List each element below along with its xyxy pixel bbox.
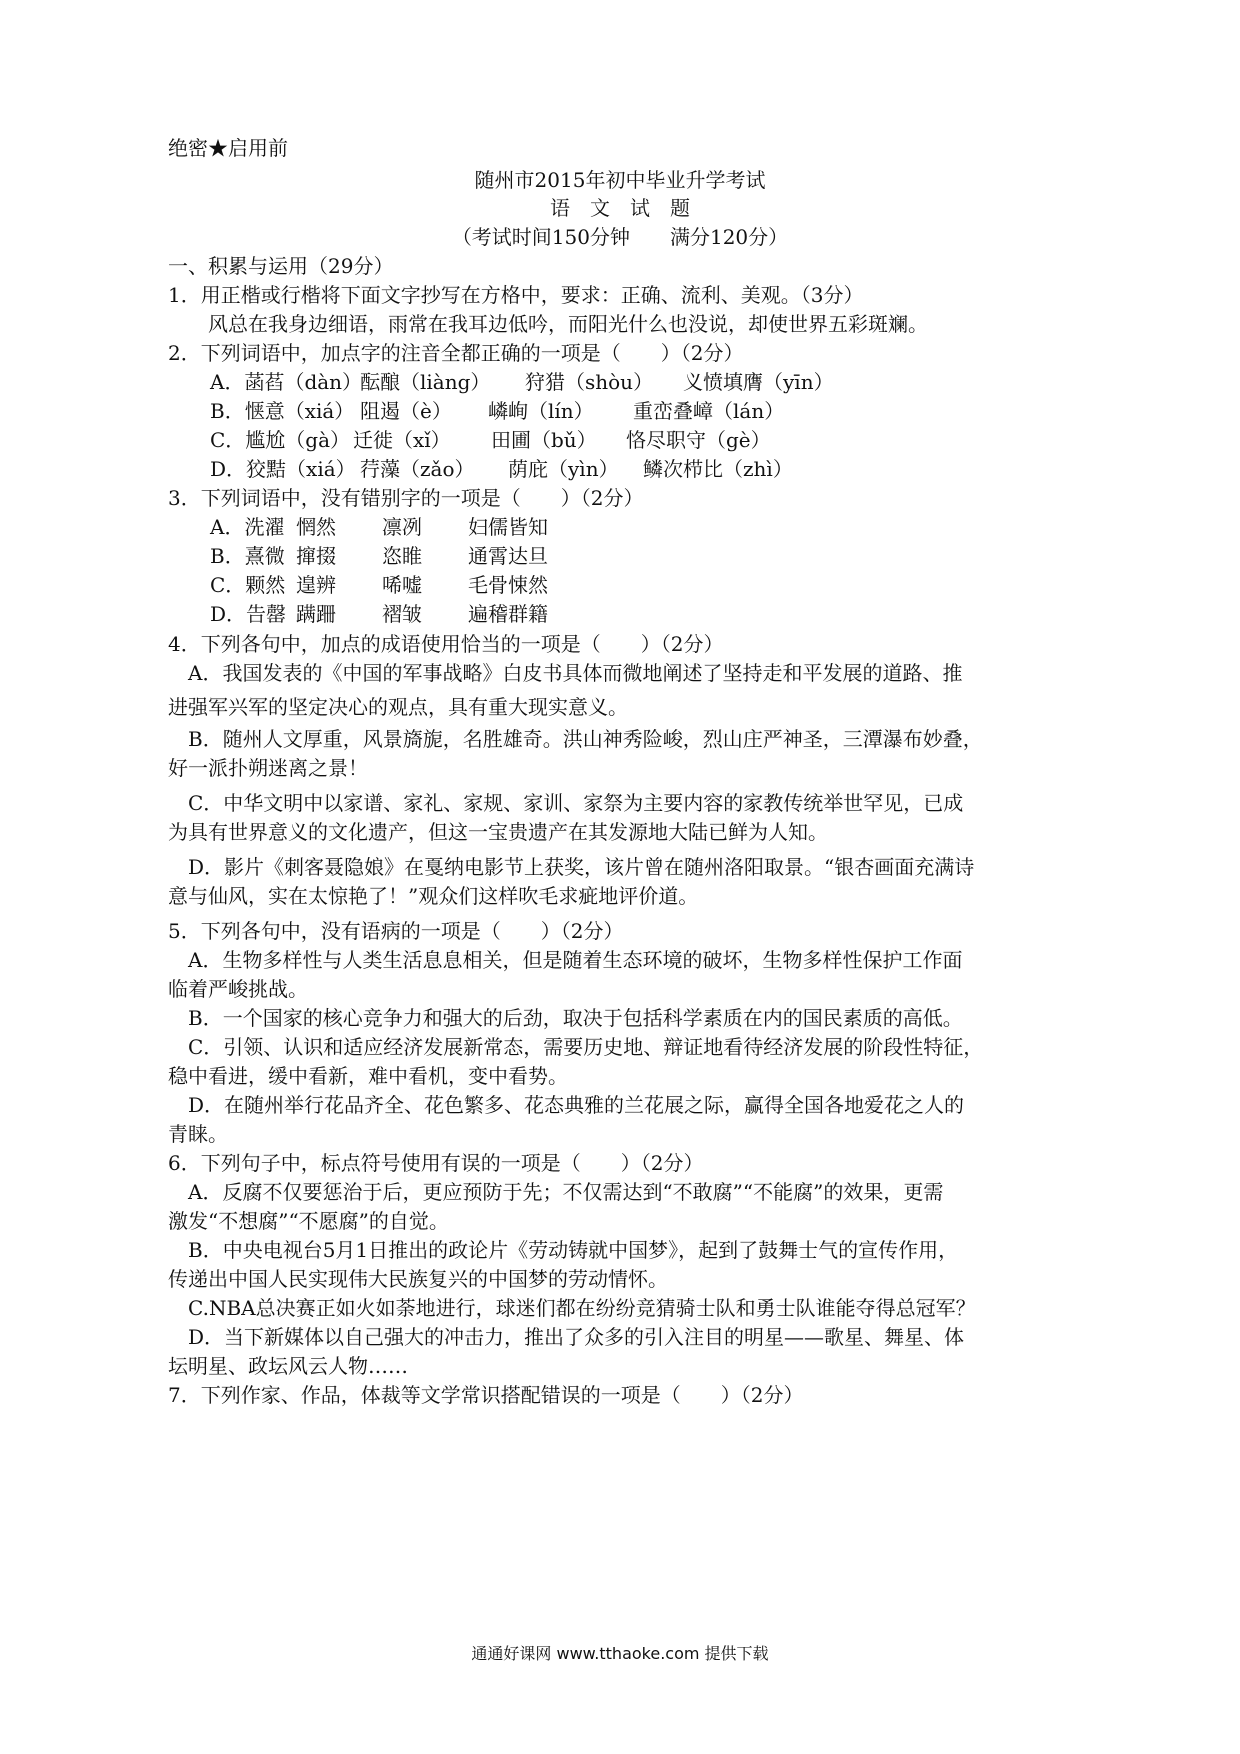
question-4-option-b-line2: 好一派扑朔迷离之景！ <box>168 756 368 780</box>
option-word: D．狡黠（xiá） <box>210 457 356 481</box>
question-5-option-d-line1: D．在随州举行花品齐全、花色繁多、花态典雅的兰花展之际，赢得全国各地爱花之人的 <box>188 1093 965 1117</box>
question-5-option-c-line1: C．引领、认识和适应经济发展新常态，需要历史地、辩证地看待经济发展的阶段性特征， <box>188 1035 984 1059</box>
question-4-option-c-line1: C．中华文明中以家谱、家礼、家规、家训、家祭为主要内容的家教传统举世罕见，已成 <box>188 791 964 815</box>
option-word: C．颗然 <box>210 573 286 597</box>
option-word: 田圃（bǔ） <box>491 428 597 452</box>
confidential-label: 绝密★启用前 <box>168 136 288 160</box>
option-word: 唏嘘 <box>382 573 422 597</box>
question-4-option-a-line1: A．我国发表的《中国的军事战略》白皮书具体而微地阐述了坚持走和平发展的道路、推 <box>188 661 963 685</box>
question-5-option-c-line2: 稳中看进，缓中看新，难中看机，变中看势。 <box>168 1064 568 1088</box>
question-4-option-d-line2: 意与仙风，实在太惊艳了！”观众们这样吹毛求疵地评价道。 <box>168 884 699 908</box>
question-6-option-a-line1: A．反腐不仅要惩治于后，更应预防于先；不仅需达到“不敢腐”“不能腐”的效果，更需 <box>188 1180 944 1204</box>
option-word: A．洗濯 <box>210 515 285 539</box>
option-word: C．尴尬（gà） <box>210 428 351 452</box>
question-4-option-a-line2: 进强军兴军的坚定决心的观点，具有重大现实意义。 <box>168 695 628 719</box>
question-1-text: 风总在我身边细语，雨常在我耳边低吟，而阳光什么也没说，却使世界五彩斑斓。 <box>208 312 928 336</box>
question-3-option-b <box>210 544 548 568</box>
option-word: B．惬意（xiá） <box>210 399 355 423</box>
question-6-option-d-line1: D．当下新媒体以自己强大的冲击力，推出了众多的引入注目的明星——歌星、舞星、体 <box>188 1325 965 1349</box>
question-6-stem: 6．下列句子中，标点符号使用有误的一项是（ ）（2分） <box>168 1151 704 1175</box>
question-5-option-d-line2: 青睐。 <box>168 1122 228 1146</box>
option-word: 妇儒皆知 <box>468 515 548 539</box>
question-5-option-a-line2: 临着严峻挑战。 <box>168 977 308 1001</box>
question-6-option-b-line2: 传递出中国人民实现伟大民族复兴的中国梦的劳动情怀。 <box>168 1267 668 1291</box>
question-2-stem: 2．下列词语中，加点字的注音全都正确的一项是（ ）（2分） <box>168 341 744 365</box>
question-2-option-c <box>210 428 771 452</box>
exam-title: 随州市2015年初中毕业升学考试 <box>474 168 766 192</box>
option-word: 荇藻（zǎo） <box>360 457 475 481</box>
question-4-stem: 4．下列各句中，加点的成语使用恰当的一项是（ ）（2分） <box>168 632 724 656</box>
option-word: 鳞次栉比（zhì） <box>643 457 793 481</box>
option-word: B．熹微 <box>210 544 285 568</box>
question-7-stem: 7．下列作家、作品，体裁等文学常识搭配错误的一项是（ ）（2分） <box>168 1383 804 1407</box>
option-word: 蹒跚 <box>296 602 336 626</box>
option-word: 荫庇（yìn） <box>508 457 619 481</box>
option-word: 惘然 <box>296 515 336 539</box>
option-word: 迁徙（xǐ） <box>353 428 451 452</box>
option-word: 遑辨 <box>296 573 336 597</box>
option-word: 酝酿（liàng） <box>360 370 491 394</box>
page-footer: 通通好课网 www.tthaoke.com 提供下载 <box>471 1644 769 1663</box>
option-word: 恪尽职守（gè） <box>626 428 771 452</box>
question-5-option-b: B．一个国家的核心竞争力和强大的后劲，取决于包括科学素质在内的国民素质的高低。 <box>188 1006 963 1030</box>
question-6-option-a-line2: 激发“不想腐”“不愿腐”的自觉。 <box>168 1209 449 1233</box>
option-word: 狩猎（shòu） <box>525 370 654 394</box>
option-word: 重峦叠嶂（lán） <box>633 399 785 423</box>
question-6-option-c: C.NBA总决赛正如火如荼地进行，球迷们都在纷纷竞猜骑士队和勇士队谁能夺得总冠军？ <box>188 1296 976 1320</box>
subject-title: 语 文 试 题 <box>550 196 690 220</box>
exam-time-info: （考试时间150分钟 满分120分） <box>451 225 789 249</box>
question-4-option-d-line1: D．影片《刺客聂隐娘》在戛纳电影节上获奖，该片曾在随州洛阳取景。“银杏画面充满诗 <box>188 855 975 879</box>
option-word: 褶皱 <box>382 602 422 626</box>
option-word: 义愤填膺（yīn） <box>683 370 834 394</box>
question-6-option-d-line2: 坛明星、政坛风云人物…… <box>168 1354 408 1378</box>
option-word: D．告罄 <box>210 602 287 626</box>
question-4-option-c-line2: 为具有世界意义的文化遗产，但这一宝贵遗产在其发源地大陆已鲜为人知。 <box>168 820 828 844</box>
option-word: 遍稽群籍 <box>468 602 548 626</box>
question-4-option-b-line1: B．随州人文厚重，风景旖旎，名胜雄奇。洪山神秀险峻，烈山庄严神圣，三潭瀑布妙叠， <box>188 727 983 751</box>
question-5-option-a-line1: A．生物多样性与人类生活息息相关，但是随着生态环境的破坏，生物多样性保护工作面 <box>188 948 963 972</box>
option-word: 撺掇 <box>296 544 336 568</box>
section-heading: 一、积累与运用（29分） <box>168 254 394 278</box>
option-word: 通霄达旦 <box>468 544 548 568</box>
question-3-option-c <box>210 573 548 597</box>
question-3-option-d <box>210 602 548 626</box>
option-word: 阻遏（è） <box>360 399 452 423</box>
option-word: A．菡萏（dàn） <box>210 370 363 394</box>
option-word: 毛骨悚然 <box>468 573 548 597</box>
option-word: 凛冽 <box>382 515 422 539</box>
question-1-stem: 1．用正楷或行楷将下面文字抄写在方格中，要求：正确、流利、美观。（3分） <box>168 283 864 307</box>
question-5-stem: 5．下列各句中，没有语病的一项是（ ）（2分） <box>168 919 624 943</box>
option-word: 嶙峋（lín） <box>488 399 594 423</box>
question-3-option-a <box>210 515 548 539</box>
option-word: 恣睢 <box>382 544 422 568</box>
question-2-option-d <box>210 457 793 481</box>
question-2-option-a <box>210 370 834 394</box>
question-6-option-b-line1: B．中央电视台5月1日推出的政论片《劳动铸就中国梦》，起到了鼓舞士气的宣传作用， <box>188 1238 959 1262</box>
question-3-stem: 3．下列词语中，没有错别字的一项是（ ）（2分） <box>168 486 644 510</box>
question-2-option-b <box>210 399 784 423</box>
